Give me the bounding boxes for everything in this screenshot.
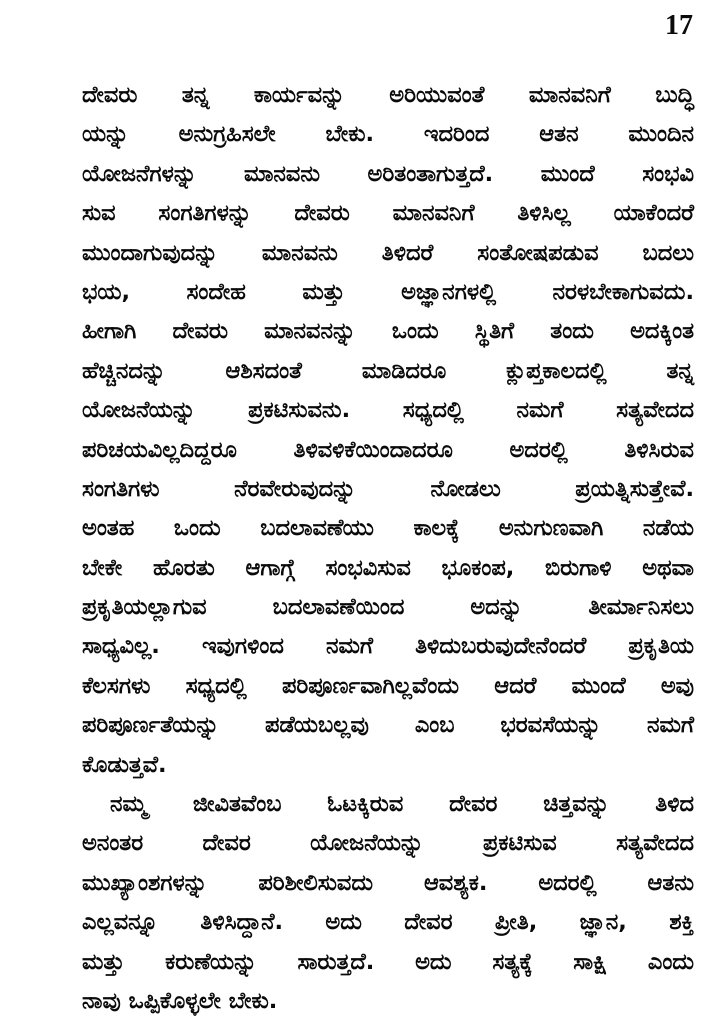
text-line: ಯೋಜನೆಗಳನ್ನು ಮಾನವನು ಅರಿತಂತಾಗುತ್ತದೆ. ಮುಂದೆ ಸಂಭವಿ — [82, 160, 694, 187]
text-line: ಸಾಧ್ಯವಿಲ್ಲ. ಇವುಗಳಿಂದ ನಮಗೆ ತಿಳಿದುಬರುವುದೇನೆಂದರೆ ಪ್ರಕೃತಿಯ — [82, 633, 694, 660]
paragraph — [82, 785, 694, 1021]
text-line: ಸಂಗತಿಗಳು ನೆರವೇರುವುದನ್ನು ನೋಡಲು ಪ್ರಯತ್ನಿಸುತ್ತೇವೆ. — [82, 475, 694, 502]
text-line: ನಮ್ಮ ಜೀವಿತವೆಂಬ ಓಟಕ್ಕಿರುವ ದೇವರ ಚಿತ್ತವನ್ನು ತಿಳಿದ — [110, 791, 694, 818]
text-line: ಮುಖ್ಯಾಂಶಗಳನ್ನು ಪರಿಶೀಲಿಸುವದು ಆವಶ್ಯಕ. ಅದರಲ್ಲಿ ಆತನು — [82, 869, 694, 896]
text-line: ಪರಿಪೂರ್ಣತೆಯನ್ನು ಪಡೆಯಬಲ್ಲವು ಎಂಬ ಭರವಸೆಯನ್ನು ನಮಗೆ — [82, 712, 694, 739]
paragraph — [82, 76, 694, 785]
text-line: ಪರಿಚಯವಿಲ್ಲದಿದ್ದರೂ ತಿಳಿವಳಿಕೆಯಿಂದಾದರೂ ಅದರಲ್ಲಿ ತಿಳಿಸಿರುವ — [82, 436, 694, 463]
text-line: ಬೇಕೇ ಹೊರತು ಆಗಾಗ್ಗೆ ಸಂಭವಿಸುವ ಭೂಕಂಪ, ಬಿರುಗಾಳಿ ಅಥವಾ — [82, 554, 694, 581]
text-line: ಹೀಗಾಗಿ ದೇವರು ಮಾನವನನ್ನು ಒಂದು ಸ್ಥಿತಿಗೆ ತಂದು ಅದಕ್ಕಿಂತ — [82, 318, 694, 345]
text-line: ಎಲ್ಲವನ್ನೂ ತಿಳಿಸಿದ್ದಾನೆ. ಅದು ದೇವರ ಪ್ರೀತಿ, ಜ್ಞಾನ, ಶಕ್ತಿ — [82, 909, 694, 936]
body-text — [82, 76, 694, 1021]
text-line: ಕೆಲಸಗಳು ಸಧ್ಯದಲ್ಲಿ ಪರಿಪೂರ್ಣವಾಗಿಲ್ಲವೆಂದು ಆದರೆ ಮುಂದೆ ಅವು — [82, 672, 694, 699]
text-line: ಯೋಜನೆಯನ್ನು ಪ್ರಕಟಿಸುವನು. ಸಧ್ಯದಲ್ಲಿ ನಮಗೆ ಸತ್ಯವೇದದ — [82, 397, 694, 424]
text-line: ಮುಂದಾಗುವುದನ್ನು ಮಾನವನು ತಿಳಿದರೆ ಸಂತೋಷಪಡುವ ಬದಲು — [82, 239, 694, 266]
text-line: ಹೆಚ್ಚಿನದನ್ನು ಆಶಿಸದಂತೆ ಮಾಡಿದರೂ ಕ್ಲುಪ್ತಕಾಲದಲ್ಲಿ ತನ್ನ — [82, 357, 694, 384]
text-line: ಮತ್ತು ಕರುಣೆಯನ್ನು ಸಾರುತ್ತದೆ. ಅದು ಸತ್ಯಕ್ಕೆ ಸಾಕ್ಷಿ ಎಂದು — [82, 948, 694, 975]
text-line: ಕೊಡುತ್ತವೆ. — [82, 751, 167, 778]
text-line: ಭಯ, ಸಂದೇಹ ಮತ್ತು ಅಜ್ಞಾನಗಳಲ್ಲಿ ನರಳಬೇಕಾಗುವದು. — [82, 278, 694, 305]
page-number: 17 — [665, 10, 693, 41]
text-line: ದೇವರು ತನ್ನ ಕಾರ್ಯವನ್ನು ಅರಿಯುವಂತೆ ಮಾನವನಿಗೆ ಬುದ್ಧಿ — [82, 82, 694, 108]
text-line: ಪ್ರಕೃತಿಯಲ್ಲಾಗುವ ಬದಲಾವಣೆಯಿಂದ ಅದನ್ನು ತೀರ್ಮಾನಿಸಲು — [82, 594, 694, 621]
text-line: ನಾವು ಒಪ್ಪಿಕೊಳ್ಳಲೇ ಬೇಕು. — [82, 987, 278, 1014]
text-line: ಅನಂತರ ದೇವರ ಯೋಜನೆಯನ್ನು ಪ್ರಕಟಿಸುವ ಸತ್ಯವೇದದ — [82, 830, 694, 857]
text-line: ಅಂತಹ ಒಂದು ಬದಲಾವಣೆಯು ಕಾಲಕ್ಕೆ ಅನುಗುಣವಾಗಿ ನಡೆಯ — [82, 515, 694, 542]
text-line: ಯನ್ನು ಅನುಗ್ರಹಿಸಲೇ ಬೇಕು. ಇದರಿಂದ ಆತನ ಮುಂದಿನ — [82, 121, 694, 148]
text-line: ಸುವ ಸಂಗತಿಗಳನ್ನು ದೇವರು ಮಾನವನಿಗೆ ತಿಳಿಸಿಲ್ಲ ಯಾಕೆಂದರೆ — [82, 200, 694, 227]
